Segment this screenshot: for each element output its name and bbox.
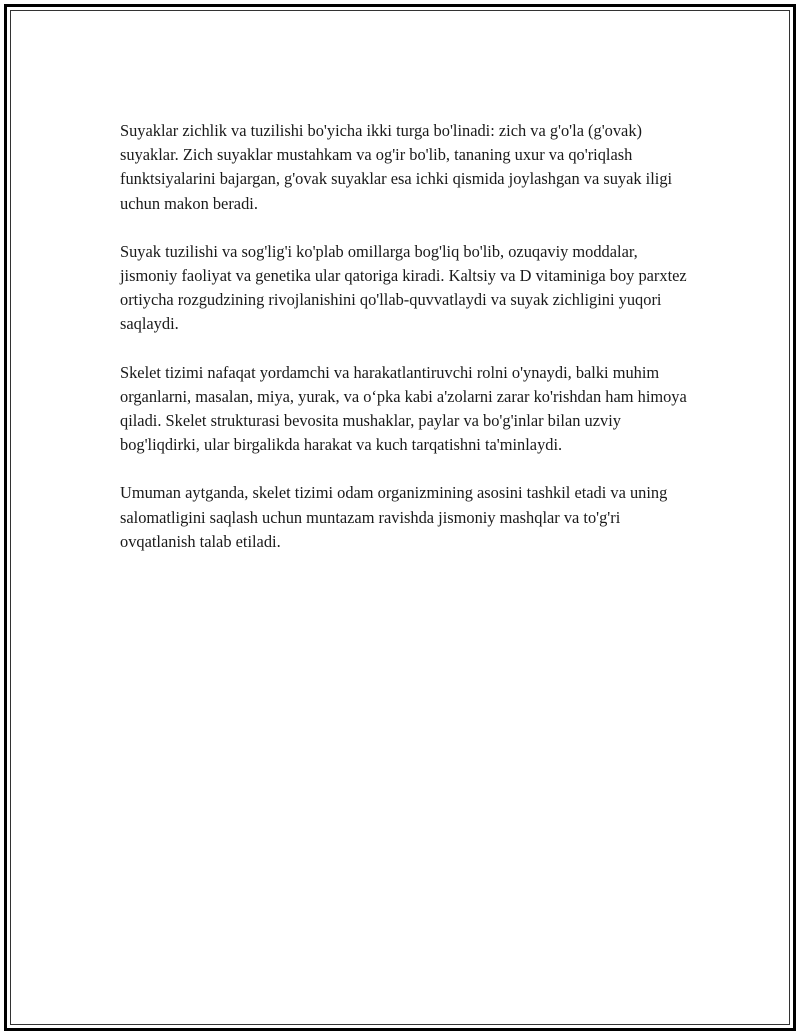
paragraph-bone-types: Suyaklar zichlik va tuzilishi bo'yicha ikki turga bo'linadi: zich va g'o'la (g'ovak) suyaklar. Zich suyaklar mustahkam va og'ir bo'lib, tananing uxur va qo'riqlash funktsiyalarini bajargan, g'ovak suyaklar esa ichki qismida joylashgan va suyak iligi uchun makon beradi. <box>120 121 673 213</box>
paragraph-bone-health: Suyak tuzilishi va sog'lig'i ko'plab omillarga bog'liq bo'lib, ozuqaviy moddalar, jismoniy faoliyat va genetika ular qatoriga kiradi. Kaltsiy va D vitaminiga boy parxtez ortiycha rozgudzining rivojlanishini qo'llab-quvvatlaydi va suyak zichligini yuqori saqlaydi. <box>120 241 687 334</box>
document-body <box>120 119 695 578</box>
paragraph-conclusion: Umuman aytganda, skelet tizimi odam organizmining asosini tashkil etadi va uning salomatligini saqlash uchun muntazam ravishda jismoniy mashqlar va to'g'ri ovqatlanish talab etiladi. <box>120 483 668 551</box>
paragraph-skeleton-protection: Skelet tizimi nafaqat yordamchi va harakatlantiruvchi rolni o'ynaydi, balki muhim organlarni, masalan, miya, yurak, va o‘pka kabi a'zolarni zarar ko'rishdan ham himoya qiladi. Skelet strukturasi bevosita mushaklar, paylar va bo'g'inlar bilan uzviy bog'liqdirki, ular birgalikda harakat va kuch tarqatishni ta'minlaydi. <box>120 362 687 455</box>
page-border <box>4 4 796 1031</box>
